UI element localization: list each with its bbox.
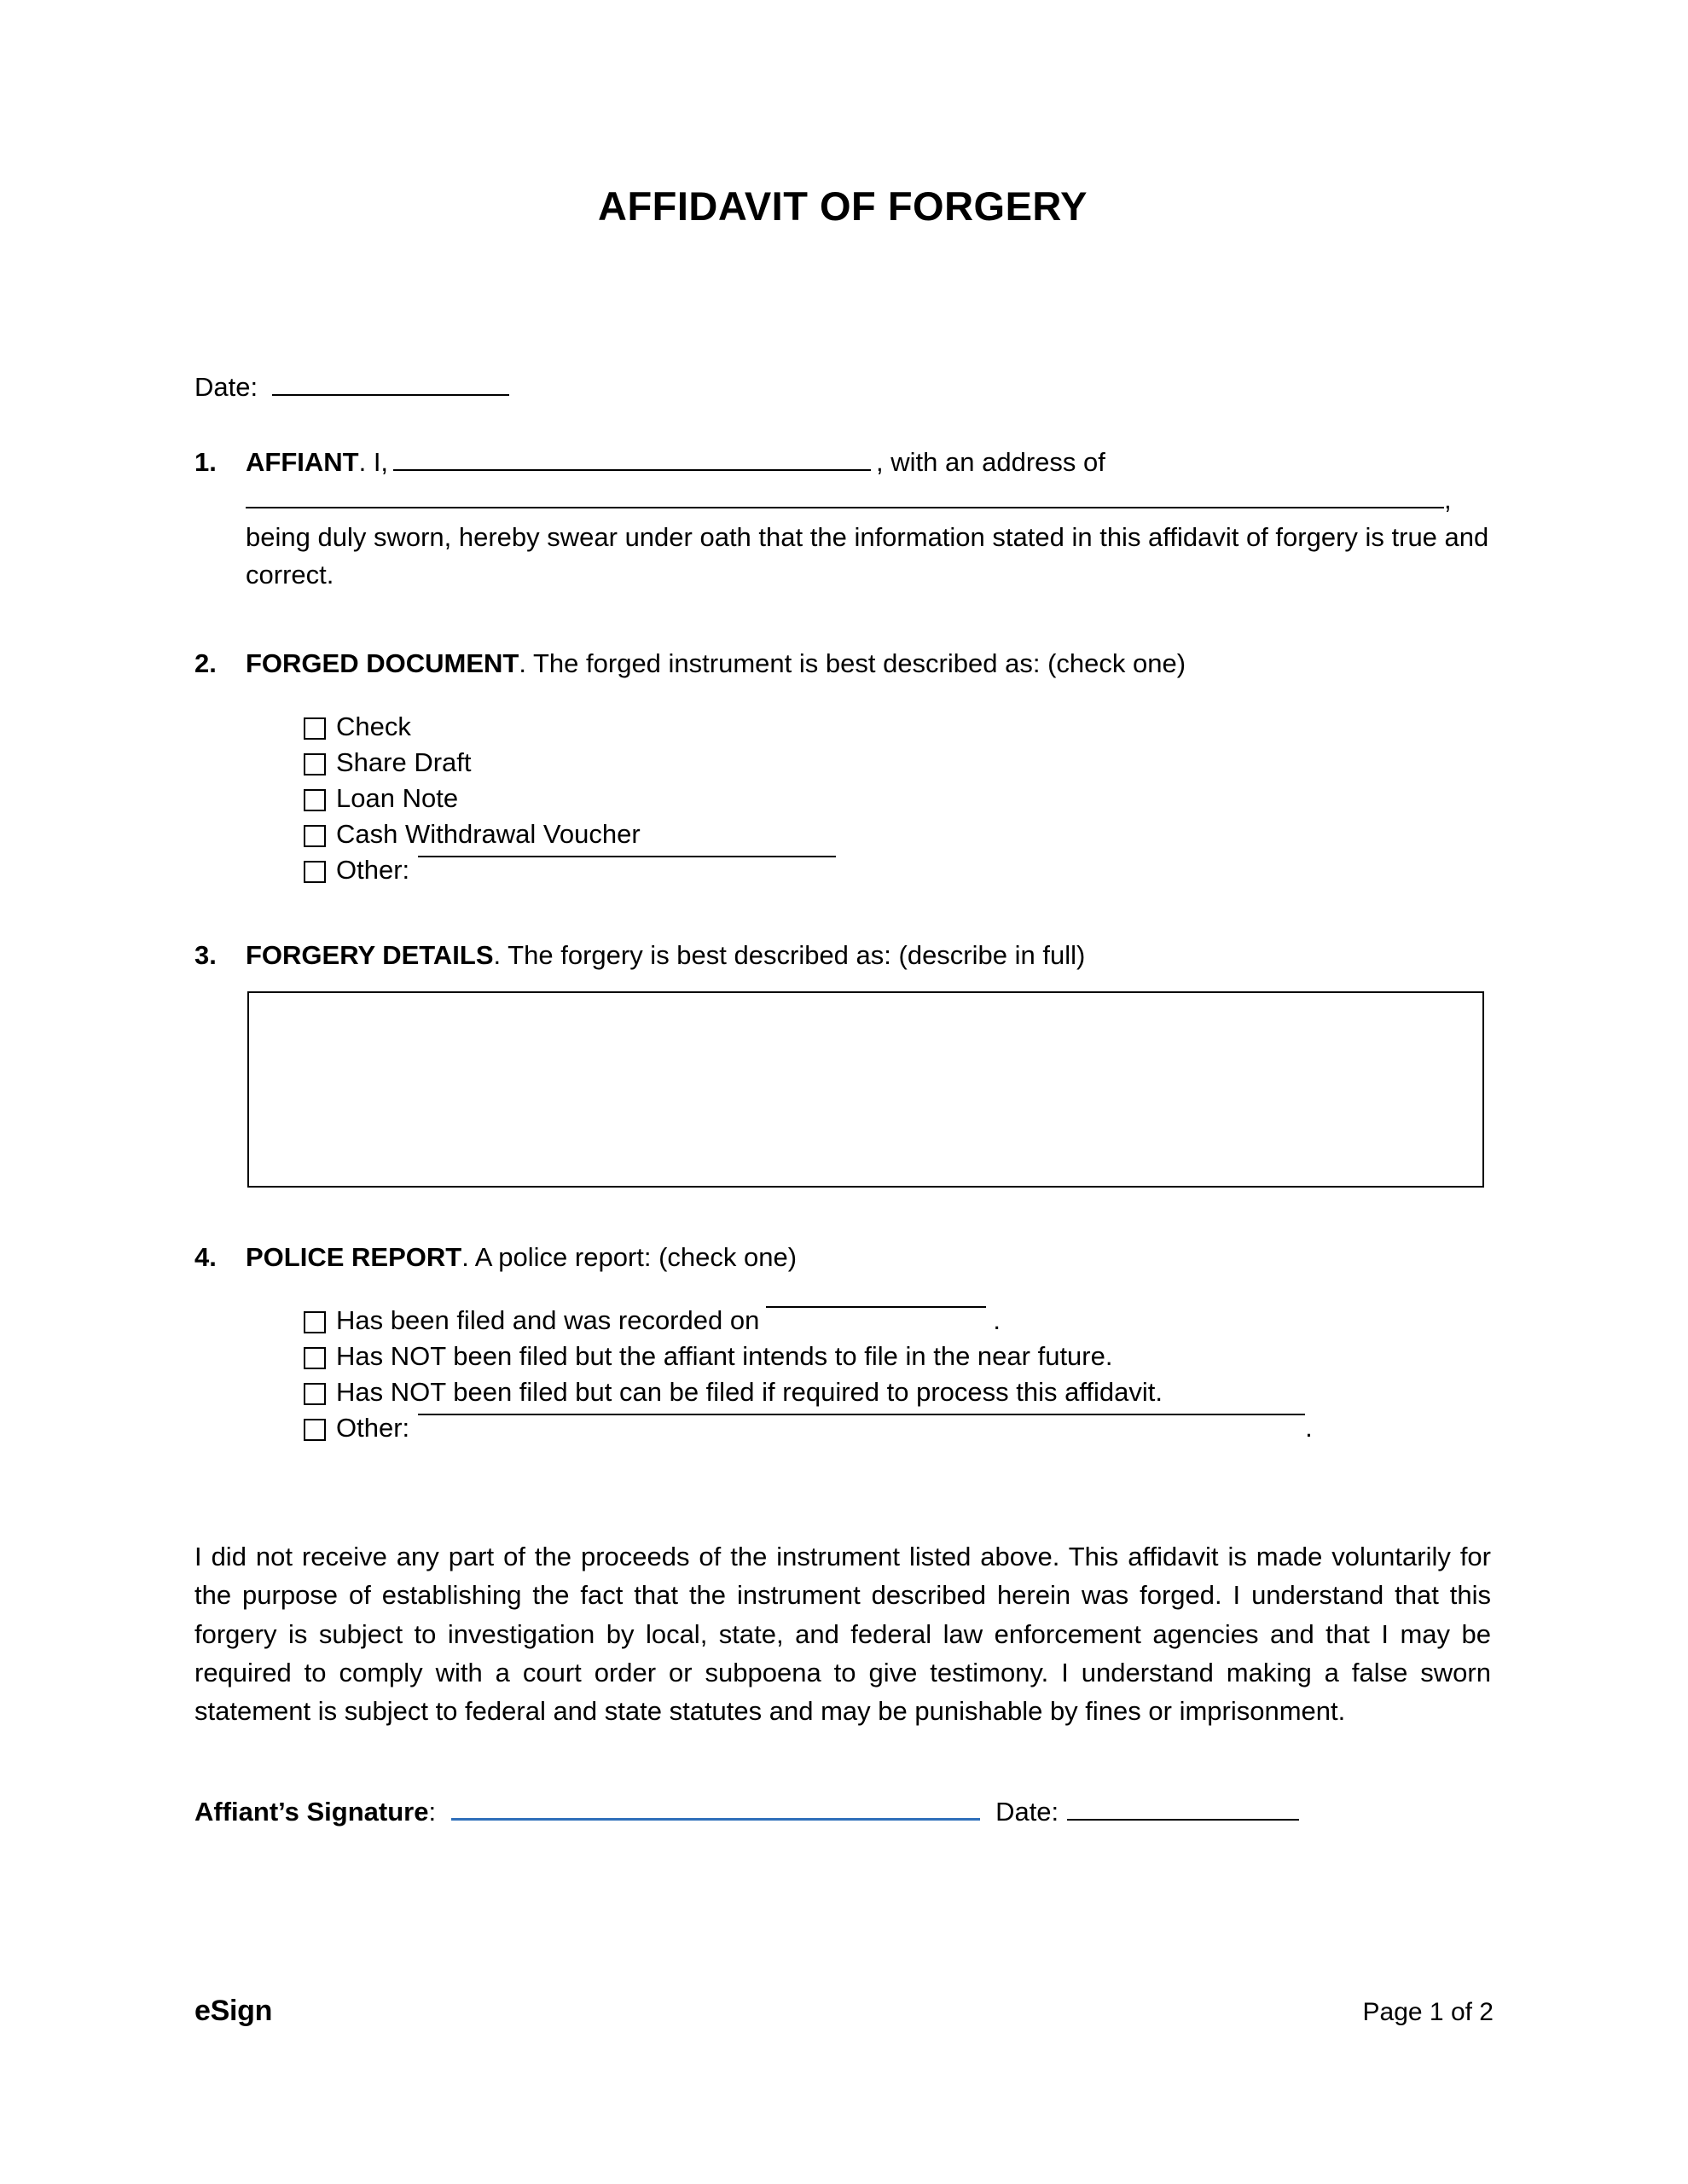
- brand-logo: eSign: [194, 1995, 273, 2027]
- option-cash-withdrawal-voucher[interactable]: [304, 819, 1491, 850]
- police-report-options: [304, 1305, 1491, 1443]
- date-label: Date:: [194, 372, 265, 402]
- checkbox-icon[interactable]: [304, 753, 326, 775]
- section-2-heading: FORGED DOCUMENT: [246, 648, 519, 679]
- signature-label: Affiant’s Signature: [194, 1797, 429, 1827]
- option-other-police[interactable]: [304, 1413, 1491, 1443]
- section-forgery-details: [194, 937, 1491, 974]
- option-report-not-filed-intends[interactable]: [304, 1341, 1491, 1372]
- option-label: Has been filed and was recorded on: [336, 1305, 760, 1336]
- section-1-number: 1.: [194, 447, 217, 477]
- signature-row: [194, 1797, 1491, 1827]
- police-report-date-input[interactable]: [766, 1305, 986, 1308]
- forgery-details-textarea[interactable]: [247, 991, 1484, 1188]
- section-1-after-name: , with an address of: [876, 447, 1105, 477]
- option-label: Loan Note: [336, 783, 459, 814]
- section-2-lead: . The forged instrument is best described as: (check one): [519, 648, 1186, 679]
- date-field-row: [194, 372, 1491, 403]
- signature-input[interactable]: [451, 1817, 980, 1821]
- section-4-heading: POLICE REPORT: [246, 1242, 462, 1273]
- section-2-line: [246, 648, 1186, 678]
- section-4-lead: . A police report: (check one): [461, 1242, 798, 1273]
- checkbox-icon[interactable]: [304, 789, 326, 811]
- section-3-number: 3.: [194, 940, 217, 971]
- page-footer: [194, 1995, 1494, 2028]
- section-police-report: [194, 1239, 1491, 1276]
- option-label: Has NOT been filed but can be filed if required to process this affidavit.: [336, 1377, 1163, 1408]
- option-report-filed[interactable]: [304, 1305, 1491, 1336]
- checkbox-icon[interactable]: [304, 861, 326, 883]
- document-body: [194, 0, 1491, 1827]
- page-title: AFFIDAVIT OF FORGERY: [598, 183, 1088, 229]
- date-input-blank[interactable]: [272, 393, 509, 396]
- section-4-number: 4.: [194, 1242, 217, 1273]
- address-comma: ,: [1444, 485, 1452, 515]
- section-1-heading: AFFIANT: [246, 447, 359, 477]
- other-document-input[interactable]: [418, 855, 836, 857]
- signature-date-label: Date:: [995, 1797, 1059, 1827]
- option-other-document[interactable]: [304, 855, 1491, 886]
- option-loan-note[interactable]: [304, 783, 1491, 814]
- affiant-name-input[interactable]: [393, 468, 871, 471]
- option-suffix: .: [1305, 1413, 1313, 1443]
- checkbox-icon[interactable]: [304, 825, 326, 847]
- option-label: Share Draft: [336, 747, 472, 778]
- signature-date-input[interactable]: [1067, 1818, 1299, 1821]
- option-report-not-filed-can-file[interactable]: [304, 1377, 1491, 1408]
- section-forged-document: [194, 645, 1491, 682]
- forged-document-options: [304, 712, 1491, 886]
- section-1-lead: . I,: [358, 447, 389, 477]
- option-suffix: .: [993, 1305, 1001, 1336]
- section-3-line: [246, 940, 1085, 970]
- section-affiant: [194, 444, 1491, 594]
- option-label: Cash Withdrawal Voucher: [336, 819, 641, 850]
- option-label: Other:: [336, 1413, 410, 1443]
- option-label: Check: [336, 712, 411, 742]
- signature-colon: :: [428, 1797, 437, 1827]
- checkbox-icon[interactable]: [304, 1311, 326, 1333]
- checkbox-icon[interactable]: [304, 1419, 326, 1441]
- option-share-draft[interactable]: [304, 747, 1491, 778]
- option-label: Other:: [336, 855, 410, 886]
- section-3-heading: FORGERY DETAILS: [246, 940, 494, 971]
- checkbox-icon[interactable]: [304, 1347, 326, 1369]
- option-check[interactable]: [304, 712, 1491, 742]
- page-number: Page 1 of 2: [1362, 1998, 1494, 2026]
- affiant-address-input[interactable]: [246, 506, 1444, 508]
- section-1-continuation: being duly sworn, hereby swear under oath that the information stated in this affidavit of forgery is true and correct.: [246, 522, 1489, 590]
- option-label: Has NOT been filed but the affiant intends to file in the near future.: [336, 1341, 1113, 1372]
- section-3-lead: . The forgery is best described as: (describe in full): [493, 940, 1086, 971]
- affiant-address-row: [246, 481, 1491, 519]
- checkbox-icon[interactable]: [304, 717, 326, 740]
- checkbox-icon[interactable]: [304, 1383, 326, 1405]
- section-1-line: [246, 447, 1105, 477]
- other-police-input[interactable]: [418, 1413, 1305, 1415]
- section-2-number: 2.: [194, 648, 217, 679]
- section-4-line: [246, 1242, 797, 1272]
- closing-paragraph: I did not receive any part of the proceeds of the instrument listed above. This affidavit is made voluntarily for the purpose of establishing the fact that the instrument described herein was forged. I understand that this forgery is subject to investigation by local, state, and federal law enforcement agencies and that I may be required to comply with a court order or subpoena to give testimony. I understand making a false sworn statement is subject to federal and state statutes and may be punishable by fines or imprisonment.: [194, 1542, 1491, 1727]
